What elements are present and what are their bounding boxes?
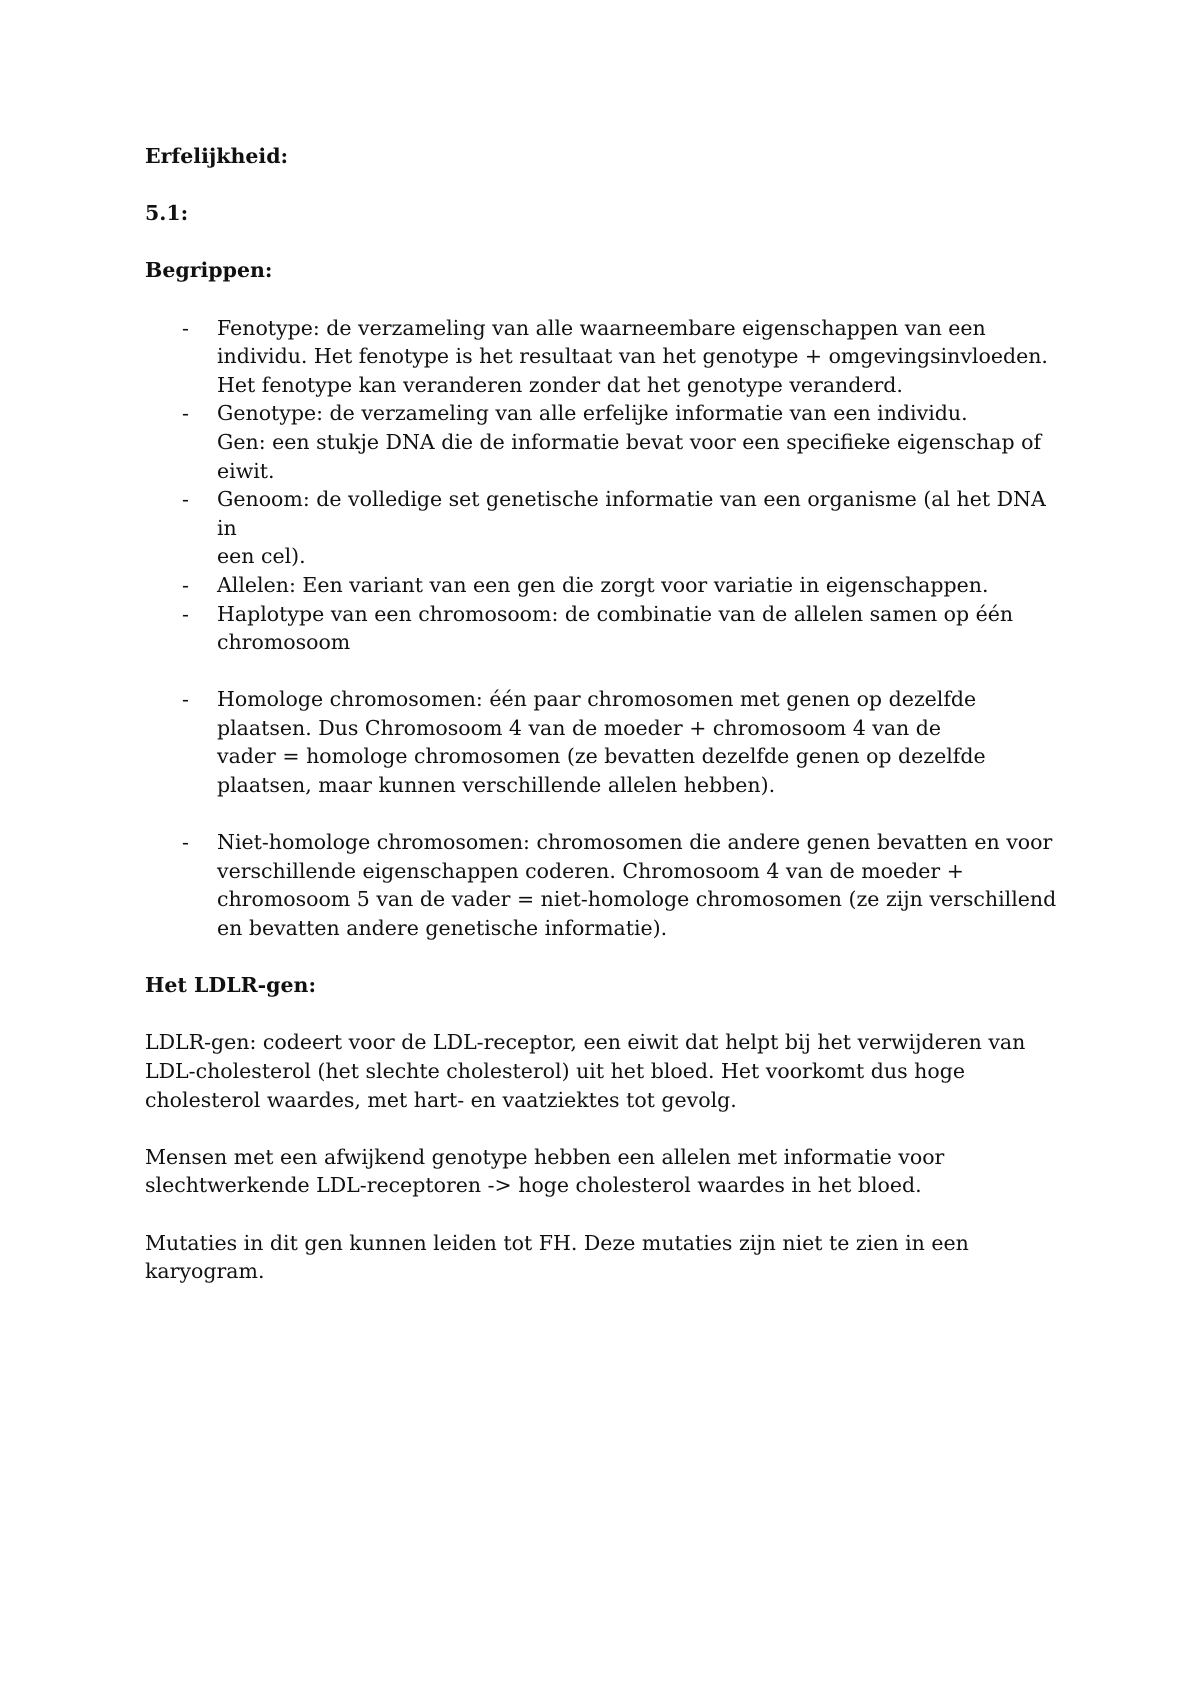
concept-line: individu. Het fenotype is het resultaat van het genotype + omgevingsinvloeden. [217,344,1048,369]
list-spacer [145,800,1100,829]
concept-list-item [145,685,1057,799]
concept-line: Homologe chromosomen: één paar chromosomen met genen op dezelfde [217,687,977,712]
paragraph [145,1028,1045,1114]
paragraph [145,1143,1045,1200]
concept-list-item [145,571,1057,600]
paragraph-line: karyogram. [145,1259,265,1284]
paragraph-line: Mensen met een afwijkend genotype hebben een allelen met informatie voor [145,1144,945,1169]
concept-line: Allelen: Een variant van een gen die zorgt voor variatie in eigenschappen. [217,572,989,597]
paragraph-line: slechtwerkende LDL-receptoren -> hoge cholesterol waardes in het bloed. [145,1173,922,1198]
concept-line: Haplotype van een chromosoom: de combinatie van de allelen samen op één [217,601,1014,626]
concept-line: plaatsen. Dus Chromosoom 4 van de moeder + chromosoom 4 van de [217,715,942,740]
paragraph-line: LDL-cholesterol (het slechte cholesterol) uit het bloed. Het voorkomt dus hoge [145,1059,965,1083]
concept-line: chromosoom 5 van de vader = niet-homologe chromosomen (ze zijn verschillend [217,887,1057,912]
paragraph-line: Mutaties in dit gen kunnen leiden tot FH. Deze mutaties zijn niet te zien in een [145,1230,969,1255]
concept-line: Genoom: de volledige set genetische informatie van een organisme (al het DNA in [217,487,1046,540]
paragraph [145,1229,1045,1286]
bullet-dash: - [182,687,189,712]
concept-line: Genotype: de verzameling van alle erfelijke informatie van een individu. [217,401,968,426]
bullet-dash: - [182,401,189,426]
concept-line: chromosoom [217,630,351,655]
concept-line: eiwit. [217,458,275,483]
section-number: 5.1: [145,201,189,226]
paragraph-line: cholesterol waardes, met hart- en vaatziektes tot gevolg. [145,1087,737,1112]
bullet-dash: - [182,830,189,855]
concept-line: en bevatten andere genetische informatie). [217,916,668,941]
concept-list-item [145,399,1057,485]
concept-line: plaatsen, maar kunnen verschillende allelen hebben). [217,773,776,798]
ldlr-paragraphs [145,1028,1100,1285]
concept-list-item [145,600,1057,657]
paragraph-line: LDLR-gen: codeert voor de LDL-receptor, een eiwit dat helpt bij het verwijderen van [145,1030,1026,1055]
concept-list-item [145,314,1057,400]
concept-list-item [145,485,1057,571]
concept-list-item [145,828,1057,942]
concept-line: Niet-homologe chromosomen: chromosomen die andere genen bevatten en voor [217,830,1053,855]
concept-line: verschillende eigenschappen coderen. Chromosoom 4 van de moeder + [217,858,964,883]
bullet-dash: - [182,572,189,597]
concept-line: Fenotype: de verzameling van alle waarneembare eigenschappen van een [217,315,986,340]
concept-line: een cel). [217,544,306,569]
document-title: Erfelijkheid: [145,144,289,168]
bullet-dash: - [182,601,189,626]
bullet-dash: - [182,487,189,512]
bullet-dash: - [182,315,189,340]
concepts-list [145,314,1100,943]
concepts-heading: Begrippen: [145,258,273,283]
concept-line: Het fenotype kan veranderen zonder dat het genotype veranderd. [217,372,903,397]
concept-line: Gen: een stukje DNA die de informatie bevat voor een specifieke eigenschap of [217,429,1042,454]
spacer [145,943,1100,972]
list-spacer [145,657,1100,686]
concept-line: vader = homologe chromosomen (ze bevatten dezelfde genen op dezelfde [217,744,986,769]
ldlr-heading: Het LDLR-gen: [145,973,317,998]
